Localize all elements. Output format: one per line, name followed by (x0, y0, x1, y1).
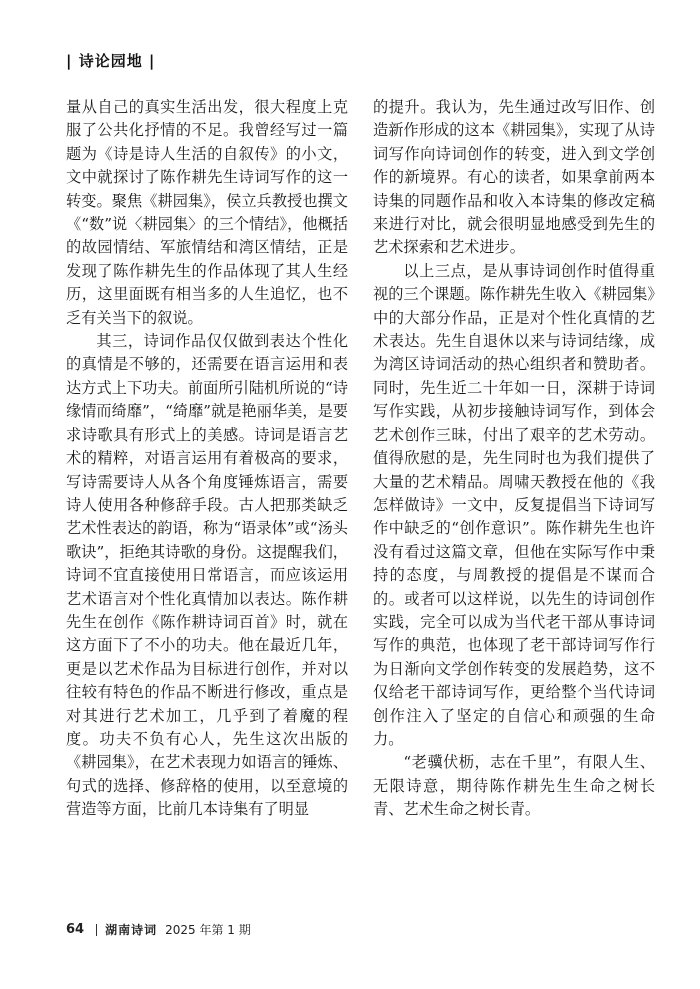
paragraph: 其三，诗词作品仅仅做到表达个性化的真情是不够的，还需要在语言运用和表达方式上下功夫。前面所引陆机所说的“诗缘情而绮靡”，“绮靡”就是艳丽华美，是要求诗歌具有形式上的美感。诗词是语言艺术的精粹，对语言运用有着极高的要求，写诗需要诗人从各个角度锤炼语言，需要诗人使用各种修辞手段。古人把那类缺乏艺术性表达的韵语，称为“语录体”或“汤头歌诀”，拒绝其诗歌的身份。这提醒我们，诗词不宜直接使用日常语言，而应该运用艺术语言对个性化真情加以表达。陈作耕先生在创作《陈作耕诗词百首》时，就在这方面下了不小的功夫。他在最近几年，更是以艺术作品为目标进行创作，并对以往较有特色的作品不断进行修改，重点是对其进行艺术加工，几乎到了着魔的程度。功夫不负有心人，先生这次出版的《耕园集》，在艺术表现力如语言的锤炼、句式的选择、修辞格的使用，以至意境的营造等方面，比前几本诗集有了明显 (66, 332, 348, 819)
paragraph: 量从自己的真实生活出发，很大程度上克服了公共化抒情的不足。我曾经写过一篇题为《诗是诗人生活的自叙传》的小文，文中就探讨了陈作耕先生诗词写作的这一转变。聚焦《耕园集》，侯立兵教授也撰文《“数”说〈耕园集〉的三个情结》，他概括的故园情结、军旅情结和湾区情结，正是发现了陈作耕先生的作品体现了其人生经历，这里面既有相当多的人生追忆，也不乏有关当下的叙说。 (66, 98, 348, 327)
page-number: 64 (66, 922, 85, 937)
journal-name: 湖南诗词 (105, 923, 158, 937)
right-column (373, 96, 655, 822)
paragraph: “老骥伏枥，志在千里”，有限人生、无限诗意，期待陈作耕先生生命之树长青、艺术生命之树长青。 (373, 753, 655, 819)
issue-label: 2025 年第 1 期 (165, 923, 251, 937)
section-header: | 诗论园地 | (66, 52, 156, 70)
page-footer (66, 921, 251, 938)
footer-divider (96, 924, 97, 936)
paragraph: 的提升。我认为，先生通过改写旧作、创造新作形成的这本《耕园集》，实现了从诗词写作向诗词创作的转变，进入到文学创作的新境界。有心的读者，如果拿前两本诗集的同题作品和收入本诗集的修改定稿来进行对比，就会很明显地感受到先生的艺术探索和艺术进步。 (373, 98, 655, 257)
paragraph: 以上三点，是从事诗词创作时值得重视的三个课题。陈作耕先生收入《耕园集》中的大部分作品，正是对个性化真情的艺术表达。先生自退休以来与诗词结缘，成为湾区诗词活动的热心组织者和赞助者。同时，先生近二十年如一日，深耕于诗词写作实践，从初步接触诗词写作，到体会艺术创作三昧，付出了艰辛的艺术劳动。值得欣慰的是，先生同时也为我们提供了大量的艺术精品。周啸天教授在他的《我怎样做诗》一文中，反复提倡当下诗词写作中缺乏的“创作意识”。陈作耕先生也许没有看过这篇文章，但他在实际写作中秉持的态度，与周教授的提倡是不谋而合的。或者可以这样说，以先生的诗词创作实践，完全可以成为当代老干部从事诗词写作的典范，也体现了老干部诗词写作行为日渐向文学创作转变的发展趋势，这不仅给老干部诗词写作，更给整个当代诗词创作注入了坚定的自信心和顽强的生命力。 (373, 261, 655, 748)
left-column (66, 96, 348, 822)
